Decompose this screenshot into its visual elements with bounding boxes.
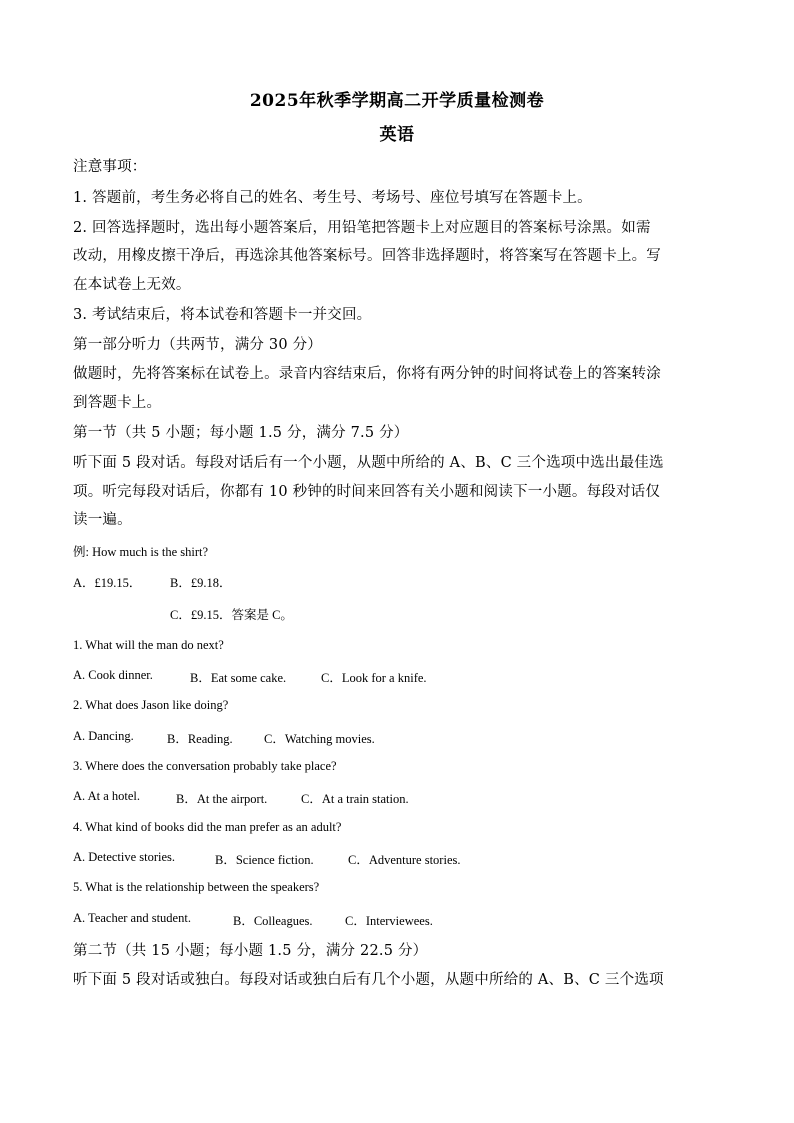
q2-option-a: A. Dancing.: [73, 729, 134, 743]
question-5: 5. What is the relationship between the speakers?: [73, 880, 320, 894]
example-option-c: C．£9.15．答案是 C。: [170, 608, 293, 622]
subject-title: 英语: [379, 125, 415, 145]
q3-option-b: B．At the airport.: [176, 792, 268, 806]
note-item-3: 3. 考试结束后，将本试卷和答题卡一并交回。: [73, 307, 372, 323]
section2-heading: 第二节（共 15 小题；每小题 1.5 分，满分 22.5 分）: [73, 943, 428, 959]
section1-desc-line-2: 项。听完每段对话后，你都有 10 秒钟的时间来回答有关小题和阅读下一小题。每段对话仅: [73, 484, 661, 500]
note-item-2-line-2: 改动，用橡皮擦干净后，再选涂其他答案标号。回答非选择题时，将答案写在答题卡上。写: [73, 248, 661, 264]
part1-desc-line-1: 做题时，先将答案标在试卷上。录音内容结束后，你将有两分钟的时间将试卷上的答案转涂: [73, 366, 661, 382]
section2-desc-line-1: 听下面 5 段对话或独白。每段对话或独白后有几个小题，从题中所给的 A、B、C 三个选项: [73, 972, 664, 988]
exam-title: 2025年秋季学期高二开学质量检测卷: [249, 91, 545, 111]
section1-desc-line-1: 听下面 5 段对话。每段对话后有一个小题，从题中所给的 A、B、C 三个选项中选出最佳选: [73, 455, 664, 471]
part1-heading: 第一部分听力（共两节，满分 30 分）: [73, 337, 322, 353]
question-1: 1. What will the man do next?: [73, 638, 224, 652]
notes-heading: 注意事项：: [73, 159, 147, 175]
question-4: 4. What kind of books did the man prefer as an adult?: [73, 820, 342, 834]
example-option-a: A．£19.15．: [73, 576, 142, 590]
q3-option-a: A. At a hotel.: [73, 789, 141, 803]
q1-option-b: B．Eat some cake.: [190, 671, 287, 685]
q4-option-c: C．Adventure stories.: [348, 853, 461, 867]
q3-option-c: C．At a train station.: [301, 792, 409, 806]
q1-option-c: C．Look for a knife.: [321, 671, 427, 685]
part1-desc-line-2: 到答题卡上。: [73, 395, 162, 411]
q2-option-b: B．Reading.: [167, 732, 233, 746]
q5-option-c: C．Interviewees.: [345, 914, 433, 928]
example-option-b: B．£9.18．: [170, 576, 232, 590]
q2-option-c: C．Watching movies.: [264, 732, 375, 746]
note-item-2-line-1: 2. 回答选择题时，选出每小题答案后，用铅笔把答题卡上对应题目的答案标号涂黑。如需: [73, 220, 651, 236]
note-item-1: 1. 答题前，考生务必将自己的姓名、考生号、考场号、座位号填写在答题卡上。: [73, 190, 592, 206]
question-2: 2. What does Jason like doing?: [73, 698, 229, 712]
q5-option-a: A. Teacher and student.: [73, 911, 191, 925]
q4-option-b: B．Science fiction.: [215, 853, 314, 867]
example-question: 例: How much is the shirt?: [73, 545, 209, 559]
section1-desc-line-3: 读一遍。: [73, 512, 132, 528]
q1-option-a: A. Cook dinner.: [73, 668, 153, 682]
q4-option-a: A. Detective stories.: [73, 850, 176, 864]
question-3: 3. Where does the conversation probably take place?: [73, 759, 337, 773]
q5-option-b: B．Colleagues.: [233, 914, 313, 928]
section1-heading: 第一节（共 5 小题；每小题 1.5 分，满分 7.5 分）: [73, 425, 409, 441]
note-item-2-line-3: 在本试卷上无效。: [73, 277, 191, 293]
